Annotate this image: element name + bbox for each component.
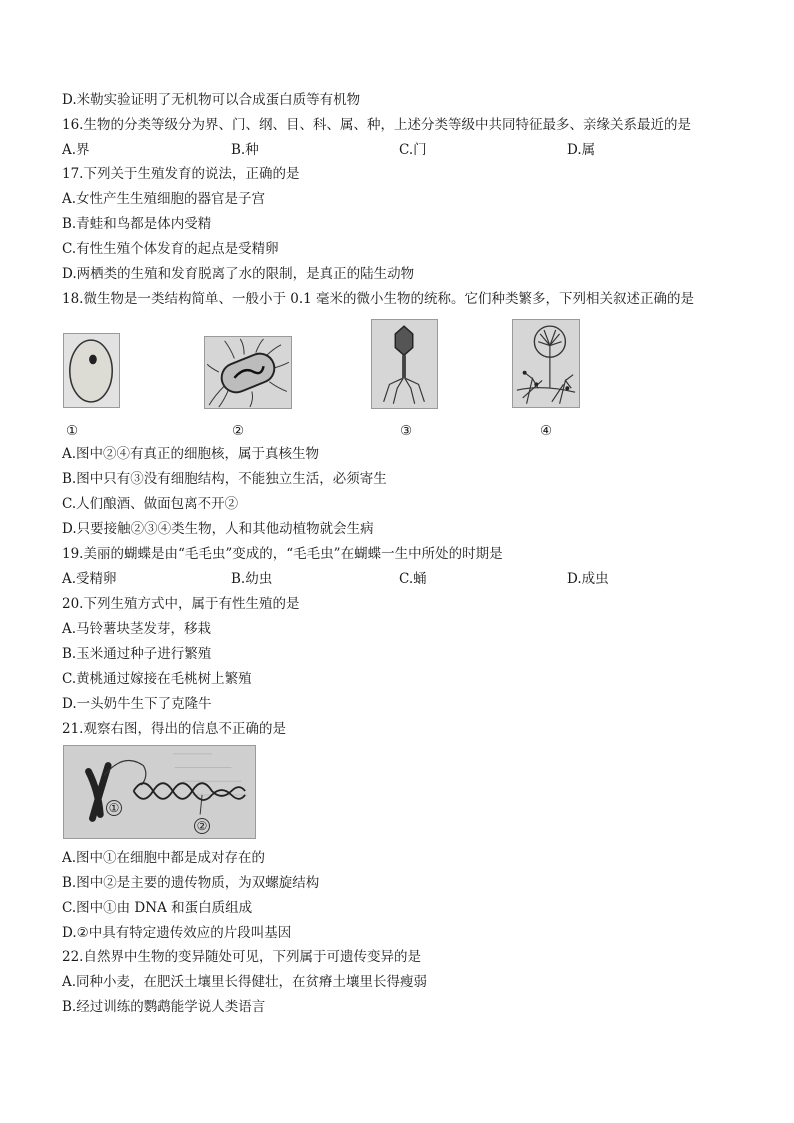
q16-option-a: A.界: [62, 142, 90, 158]
q20-option-b: B.玉米通过种子进行繁殖: [62, 646, 212, 662]
q16-option-c: C.门: [399, 142, 427, 158]
q21-stem: 21.观察右图，得出的信息不正确的是: [62, 721, 286, 737]
q16-option-d: D.属: [567, 142, 596, 158]
q21-option-a: A.图中①在细胞中都是成对存在的: [62, 850, 266, 866]
q17-stem: 17.下列关于生殖发育的说法，正确的是: [62, 166, 300, 182]
q16-stem: 16.生物的分类等级分为界、门、纲、目、科、属、种，上述分类等级中共同特征最多、亲缘关系最近的是: [62, 117, 691, 133]
q21-option-b: B.图中②是主要的遗传物质，为双螺旋结构: [62, 875, 320, 891]
q18-option-b: B.图中只有③没有细胞结构，不能独立生活，必须寄生: [62, 471, 387, 487]
q18-stem: 18.微生物是一类结构简单、一般小于 0.1 毫米的微小生物的统称。它们种类繁多，下列相关叙述正确的是: [62, 291, 695, 307]
q22-option-a: A.同种小麦，在肥沃土壤里长得健壮，在贫瘠土壤里长得瘦弱: [62, 974, 428, 990]
q17-option-b: B.青蛙和鸟都是体内受精: [62, 216, 212, 232]
q18-option-d: D.只要接触②③④类生物，人和其他动植物就会生病: [62, 521, 374, 537]
q19-option-b: B.幼虫: [231, 571, 273, 587]
q16-option-b: B.种: [231, 142, 259, 158]
q19-option-d: D.成虫: [567, 571, 609, 587]
figure-label-3: ③: [400, 423, 413, 439]
q20-option-d: D.一头奶牛生下了克隆牛: [62, 696, 212, 712]
q19-option-a: A.受精卵: [62, 571, 117, 587]
q19-stem: 19.美丽的蝴蝶是由“毛毛虫”变成的，“毛毛虫”在蝴蝶一生中所处的时期是: [62, 546, 503, 562]
q17-option-d: D.两栖类的生殖和发育脱离了水的限制，是真正的陆生动物: [62, 266, 415, 282]
microbe-figure-1: [63, 333, 120, 408]
q17-option-a: A.女性产生生殖细胞的器官是子宫: [62, 191, 266, 207]
q20-option-a: A.马铃薯块茎发芽，移栽: [62, 621, 212, 637]
microbe-figure-3: [371, 319, 438, 409]
q20-stem: 20.下列生殖方式中，属于有性生殖的是: [62, 596, 300, 612]
q22-stem: 22.自然界中生物的变异随处可见，下列属于可遗传变异的是: [62, 949, 421, 965]
figure-label-1: ①: [66, 423, 79, 439]
figure-label-2: ②: [232, 423, 245, 439]
q20-option-c: C.黄桃通过嫁接在毛桃树上繁殖: [62, 671, 252, 687]
figure-label-chromosome: ①: [106, 800, 122, 816]
q18-option-c: C.人们酿酒、做面包离不开②: [62, 496, 239, 512]
q19-option-c: C.蛹: [399, 571, 427, 587]
microbe-figure-2: [204, 336, 292, 409]
q18-option-a: A.图中②④有真正的细胞核，属于真核生物: [62, 446, 320, 462]
microbe-figure-4: [512, 319, 580, 408]
chromosome-dna-figure: [63, 745, 256, 839]
q15-option-d: D.米勒实验证明了无机物可以合成蛋白质等有机物: [62, 92, 361, 108]
q22-option-b: B.经过训练的鹦鹉能学说人类语言: [62, 999, 266, 1015]
figure-label-dna: ②: [194, 818, 210, 834]
figure-label-4: ④: [540, 423, 553, 439]
q21-option-c: C.图中①由 DNA 和蛋白质组成: [62, 900, 253, 916]
q17-option-c: C.有性生殖个体发育的起点是受精卵: [62, 241, 279, 257]
q21-option-d: D.②中具有特定遗传效应的片段叫基因: [62, 925, 292, 941]
